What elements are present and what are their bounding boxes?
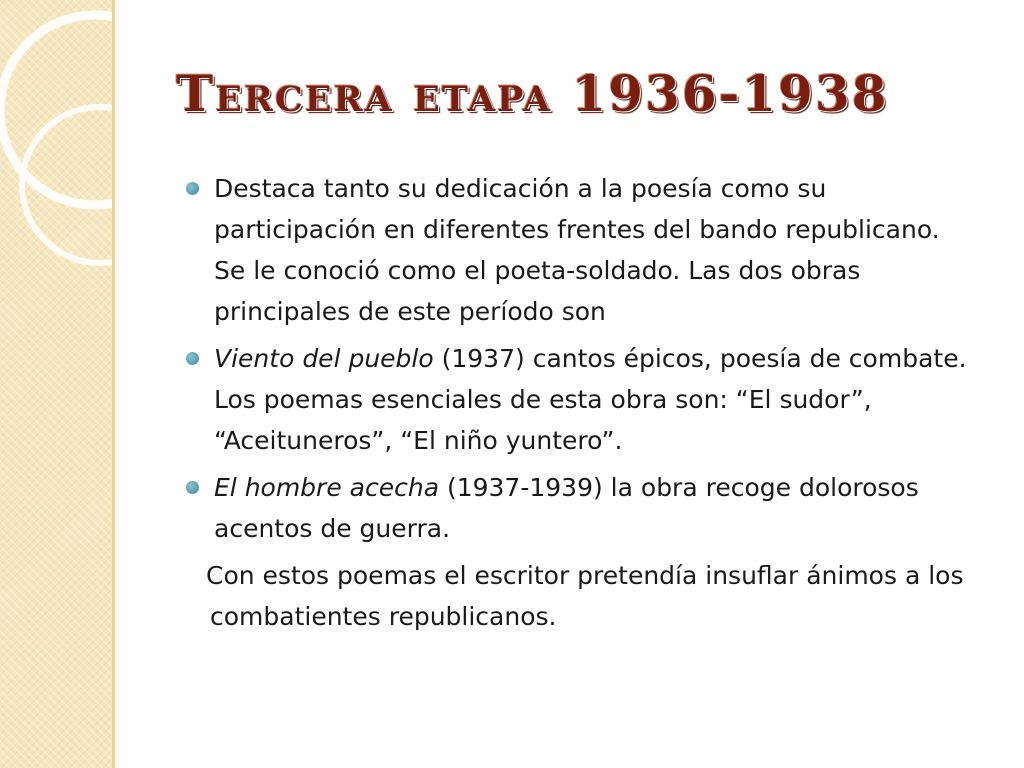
bullet-text: (1937-1939) la obra recoge dolorosos acentos de guerra. — [214, 473, 919, 543]
decorative-side-strip — [0, 0, 112, 768]
closing-paragraph: Con estos poemas el escritor pretendía insuflar ánimos a los combatientes republicanos. — [206, 561, 964, 631]
work-title: Viento del pueblo — [214, 344, 434, 373]
slide-body — [186, 168, 976, 637]
bullet-item — [186, 338, 976, 461]
bullet-icon — [186, 352, 199, 365]
bullet-icon — [186, 182, 199, 195]
slide-title: Tercera etapa 1936-1938 — [176, 64, 889, 123]
bullet-item — [186, 467, 976, 549]
work-title: El hombre acecha — [214, 473, 440, 502]
bullet-item — [186, 168, 976, 332]
bullet-text: Destaca tanto su dedicación a la poesía como su participación en diferentes frentes del bando republicano. Se le conoció como el poeta-soldado. Las dos obras principales de este período son — [214, 174, 940, 326]
decorative-rings — [0, 0, 112, 768]
strip-edge — [112, 0, 115, 768]
bullet-text: (1937) cantos épicos, poesía de combate. Los poemas esenciales de esta obra son: “El sudor”, “Aceituneros”, “El niño yuntero”. — [214, 344, 967, 455]
bullet-icon — [186, 481, 199, 494]
